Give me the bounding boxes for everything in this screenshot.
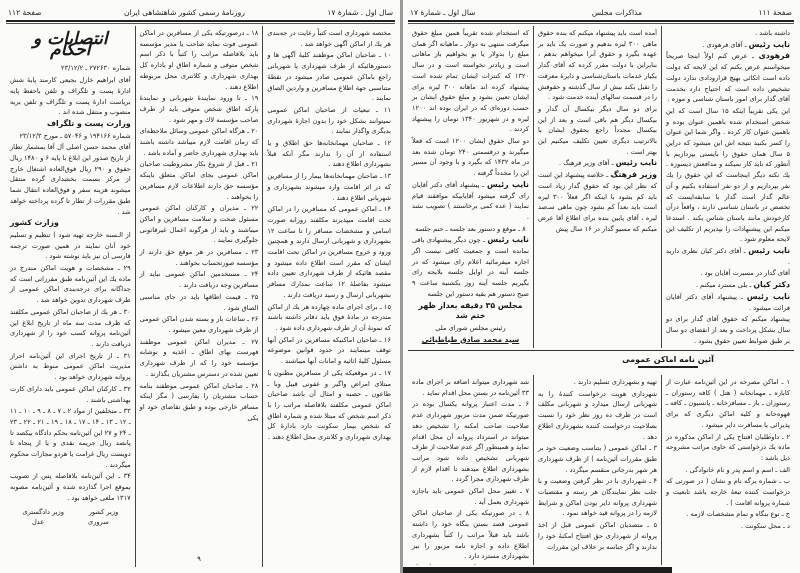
left-issue-label: سال اول . شمارهٔ ۱۷: [327, 7, 393, 17]
decree-number: شماره ۲۷۲۶۳۰ ـ ۲۳/۱۲/۲: [61, 64, 131, 73]
article: شهرداری هویت درخواست کنندهٔ را به شهربانی ارسال میدارد و شهربانی مکلف است در ظرف ده روز نظر خود را نسبت بصلاحیت درخواست کننده بشهرداری اطلاع دهد .: [538, 389, 657, 441]
paragraph: ۳۱ ـ از تاریخ اجرای این آئین‌نامه احراز مدیریت اماکن عمومی منوط به داشتن پروانه شهرداری خواهد بود .: [10, 351, 131, 382]
article-item: ب ـ شماره برگه نام و نشان ( در صورتی که درخواست کننده تبعهٔ خارجه باشد تابعیت و شماره پروانه اقامت ) .: [666, 477, 790, 507]
signature-title: رئیس مجلس شورای ملی: [435, 323, 506, 332]
scan-shadow-bar: [402, 567, 672, 573]
paragraph: ۲۸ ـ صاحبان اماکن عمومی موظفند بنامه حساب مشتریان را بفارسی ( مگر اینکه مسافر خارجی بوده و طبق تقاضای خود او یکی: [139, 381, 259, 422]
decree-number: شماره ۱۹۴۱۶۶ و ۵۷۰۴۶ ـ مورخ ۲۳/۱۲/۳: [19, 131, 131, 140]
speaker-entry: [666, 292, 790, 313]
right-page: [402, 0, 800, 573]
speech-text: آقای گدار در مسبرت آقایان بود .: [700, 269, 790, 278]
signature-name: سروری: [88, 518, 109, 527]
speech-text: ـ چون دیگر پیشنهادی باقی نمانده است و جمعیت کافی نیست اگر اجازه میفرمائید اعلام رای میشود که در جلسه آینه در اوایل جلسه بلایحه رای بگیریم جلسه آینه روز یکشنبه ساعت ۹ صبح دستور هم بقیه دستور این جلسه: [412, 236, 529, 298]
signature-title: وزیر کشور: [88, 507, 119, 516]
speaker-name: نایب رئیس: [487, 235, 529, 245]
right-issue-label: سال اول ـ شمارهٔ ۱۷: [410, 7, 476, 17]
paragraph: ۲۱ ـ قبل از شروع بکار مشروطیت صاحبان اماکن عمومی بجای اماکن متعلق باینکه مؤسسه حق دارند اطلاعات لازم مسافرین را بخواهند .: [139, 160, 259, 201]
paragraph: ۱۹ ـ تا ورود نمایندهٔ شهربانی و نمایندهٔ پارکه اطاق شخص متوفی باید از طرف صاحب مؤسسه لاك و مهر شود .: [139, 94, 259, 124]
paragraph: ۱۱ ـ تبعیات از صاحبان اماکن عمومی نمیتوانند بشکل خود را بدون اجازهٔ شهرداری بدیگری واگذار نمایند .: [267, 105, 391, 136]
debate-columns: [408, 26, 794, 348]
regulation-col-right: [662, 375, 794, 565]
section-title: انتصابات و احکام: [33, 29, 108, 60]
article: ۴ ـ شهرداری با در نظر گرفتن وضعیت و با جلب نظر نمایندگان هر رسته و مقتضیات شهرداری پروانه دایر بودن اماکن و شرایط لازمه را در پروانه قید خواهد نمود .: [538, 477, 657, 518]
adjournment-note: مجلس ۳۵ دقیقه بعداز ظهر ختم شد: [418, 300, 523, 321]
speech-text: ـ خلاصه پیشنهاد این است که نظر این بود که حقوق گدار زیاد است باید کم بشود با اینکه اگر فعلاً ۳۰۰ لیره است باید بعداً کم بشود چون ماهی سـ‌صد لیره ، آقای پایین بنده برای اطلاع آقا عرض میکنم که مسیو گدار در ۱۶ سال پیش: [538, 171, 657, 233]
regulation-header: [542, 352, 794, 372]
paragraph: آقای ابراهیم خازل بجیعی کارمند پایهٔ شش ادارهٔ پست و تلگراف و تلفن باحفظ پایه بریاست ادارهٔ پست و تلگراف و تلفن بریه منصوب و منتقل شده اند .: [10, 76, 131, 117]
speech-text: ـ آقای دکتر کیان نظری دارید .: [666, 247, 790, 266]
paragraph: داشته باشد .: [755, 29, 790, 37]
agenda-heading: ۸ ـ موقع و دستور بعد جلسه ـ ختم جلسه: [415, 224, 526, 233]
paragraph: ۱۲ ـ صاحبان مهمانخانه‌ها حق اطلاق و یا استفاده از آن را ندارند مگر آنکه قبلاً بشهرداری اطلاع دهند .: [267, 139, 391, 169]
speaker-name: [749, 347, 790, 348]
speech-text: این یکی تقریباً اینکه ۱۵ سال است که این شخص استخدام شده باهمین عنوان بوده و باهمین عنوان کار کرده . واگر شما این عنوان را کسر بکنید نتیجه اش این میشود که دراین ۵ سال همان حقوق را بایستی بپردازیم با آنطور که باید کار نمیکند و مدافعش دیسوزه . یك نکته دیگر اینجاست که این حقوق را یك نفر بپردازیم و از دو نفر استفاده بکنیم و آن عالم گدار است گدار با سابقه‌ایست که تخصص در باستان شناسی دارند ، واقعاً درآن کارخودش مانند باستان شناس بکند . استدعا میکنم این پیشنهادات را بپذیریم از تکلیف این لایحه معلوم شود .: [666, 106, 790, 244]
article: شد شهرداری میتواند اضافه بر اجرای ماده ۳۳ آئین‌نامه در بستن محل اقدام نماید .: [412, 378, 529, 397]
signature-title: وزیر دادگستری: [22, 507, 64, 516]
speaker-entry: [412, 180, 529, 223]
paragraph: ۲۷ ـ مدیران اماکن عمومی موظفند فهرست بهای اطاق ـ اغذیه و نوشابه مؤسسه خود را که از طرف شهرداری تعیین شده در دسترس مشتریان بگذارند .: [139, 337, 259, 378]
article: تهیه و بشهرداری تسلیم دارند .: [573, 378, 657, 386]
regulation-col-middle: [534, 375, 662, 565]
speaker-name: دکتر کیان: [753, 280, 790, 290]
paragraph: ۳۰ ـ هر یك از صاحبان اماکن عمومی مکلفند که ظرف مدت سه ماه از تاریخ ابلاغ این آئین‌نامه پروانه کسب خود را از شهرداری دریافت دارند .: [10, 307, 131, 348]
right-publication-title: مذاکرات مجلس: [591, 7, 643, 17]
speech-text: ـ آقای وزیر فرهنگ .: [558, 159, 614, 168]
article: [412, 563, 529, 565]
paragraph: ۳۴ ـ این آئین‌نامه بلافاصله پس از تصویب بموقع اجرا گذارده شده و آئین‌نامه مصوبه ۱۳۱۷ ملغی خواهد بود .: [10, 472, 131, 502]
regulation-col-left: [408, 375, 534, 565]
article: ۳ ـ اماکن عمومی ( بتناسب وضعیت خود بر طبق مقررات آئین‌نامه ) از طرف شهرداری هر شهر بدرجاتی منقسم میگردد .: [538, 444, 657, 474]
paragraph: که استخدام شده تقریباً همین مبلغ حقوق میگرفت منتهی به دولار ـ ماهیانه اگر همان مبلغ را بدولار یا بو بخواهیم باز ماهانی است و زیادتر نخواسته است و در سال ۱۳۲۰ که کنترات ایشان تمام شده است پیشنهاد کرده اند ماهانه ۳۰۰ لیره برای ایشان تعیین بشود و مبلغ حقوق ایشان بر حسب دوره‌ای که در ایران بوده اند ۱۲۰۰ لیره و در شهریور ۱۳۴۰ تومان را پیشنهاد کردند .: [412, 29, 529, 134]
paragraph: ۱۵ ـ برای اجرای ماده چهارده هر یك از اماکن مندرجه در مادهٔ فوق باید دفاتر داشته باشند که نمونهٔ آن از طرف شهرداری داده شود .: [267, 302, 391, 332]
page-folio: ۹: [197, 555, 201, 564]
article: ۲ ـ داوطلبان افتتاح یکی از اماکن مذکوره در ماده یك درخواستی که حاوی مراتب مشروحه ذیل باشد :: [666, 432, 790, 462]
article: ۶ ـ مدت اعتبار پروانه یکسال بوده در صورتیکه ضمن مدت مزبور شهرداری عدم صلاحیت صاحب امکنه را تشخیص دهد میتواند در استرداد پروانه آن محل اقدام نماید و همینطور اگر عدم صلاحیت از طرف شهربانی تشخیص داده شود مراتب بشهرداری اطلاع میدهند تا اقدام لازم از طرف شهرداری مجرا گردد .: [412, 400, 529, 484]
speaker-name: وزیر فرهنگ: [610, 170, 657, 180]
speaker-name: نایب رئیس: [746, 291, 790, 301]
debate-col-left: [408, 26, 534, 348]
speech-text: ـ پیشنهاد آقای دکتر آقایان رای گرفته میشود آقایانیکه موافقند قیام نمایند ( عده کمی برخاستند ) تصویب نشد .: [412, 180, 529, 221]
speaker-entry: [666, 51, 790, 105]
article: ۷ ـ تغییر محل اماکن عمومی باید باجازه شهرداری بعمل آید .: [412, 487, 529, 506]
left-col-left: [6, 26, 136, 567]
paragraph: ۱۴ ـ اماکن عمومی که مسافرین را در اماکن تحت اقامت میپذیرند مکلفند روزانه صورت اسامی و مشخصات مسافر را تا ساعت ۱۲ بشهرداری و شهربانی ارسال دارند و همچنین ورود و خروج مسافرین در اماکن تحت اقامت ایشان که مقرر است اطلاع داده میشود و مقصد هائیکه از طرف شهرداری تعیین داده میشود بفاصلهٔ ۱۲ ساعت بمدارك مسافر بشهربانی ارسال و رسید دریافت دارند .: [267, 205, 392, 299]
left-running-head: [8, 5, 393, 19]
speaker-entry: [538, 170, 657, 234]
paragraph: ۳۳ ـ متخلفین از مواد ۲ ـ ۷ ـ ۸ ـ ۹ ـ ۱۰ ـ ۱۱ ـ ۱۲ ـ ۱۳ ـ ۱۴ ـ ۱۷ ـ ۱۸ ـ ۱۹ ـ ۲۱ ـ ۲۲ ـ ۲۳ ـ ۲۴ و ۲۷ این آئین‌نامه بحکم دادگاه بیکصد تا پانصد ریال جریمه نقدی و یا از پنجاه تا دویست ریال غرامت یا هردو مجازات محکوم میگردند .: [10, 407, 131, 469]
paragraph: ۱۶ ـ صاحبان اماکنیکه مسافرین در اماکن آنها توقف مینمایند در حدود قوانین موضوعه مسئول کلیهٔ اثاثیه و امانات آنها میباشند .: [267, 335, 391, 366]
speaker-name: فرهودی: [758, 51, 790, 61]
ministry-heading: وزارت پست و تلگراف: [47, 118, 131, 128]
paragraph: ۱۳ ـ صاحبان مهمانخانه‌ها بیمار را از مسافرین که در اثر اقامت وارد میشوند بشهرداری و شهربانی اطلاع دهند .: [267, 172, 391, 202]
paragraph: ۱۸ ـ درصورتیکه یکی از مسافرین در اماکن عمومی فوت نماید صاحب یا مدیر مؤسسه باید بلافاصله مراتب را کتباً با ذکر اسم شخص متوفی و شماره اطاق او باداره کل بهداری شهرداری و کلانتری محل مربوطه اطلاع دهند .: [139, 29, 259, 91]
section-divider: [408, 350, 794, 351]
header-rule-thin: [408, 23, 794, 24]
left-page-number: صفحهٔ ۱۱۲: [8, 7, 42, 17]
paragraph: ۳۲ ـ کارکنان اماکن عمومی باید دارای کارت بهداشتی باشند .: [10, 384, 131, 404]
speaker-entry: [412, 235, 529, 299]
ministry-heading: وزارت کشور: [10, 218, 59, 228]
speech-text: ـ آقای فرهودی .: [702, 40, 747, 49]
speaker-name: نایب رئیس: [615, 158, 657, 168]
speaker-entry: [666, 268, 790, 279]
signature-name: سید محمد صادق طباطبائی: [421, 334, 520, 344]
paragraph: از الـسنه خارجه تهیه شود ) تنظیم و تسلیم خود آنان نمایند در همین صورت ترجمه فارسی آن نیز باید نوشته شود .: [10, 230, 131, 261]
paragraph: دو سال حقوق ایشان ۱۲۰۰ است که فعلاً میگیرند و درقسمتی ۲۴۰ تومان شده بعد در ماه ۱۴۳۲ که بگیرد و با وجود آن مسیر این را مجدداً گرفته .: [412, 137, 529, 178]
article-item: ج ـ نوع بنگاه و تمام مشخصات لازمه .: [686, 510, 790, 519]
paragraph: ۲۰ ـ هرگاه اماکن عمومی وسائل ملاحظه‌ای که زمان اقامت لازم میباشد داشته باشند باید بهداری شهرداری حاضر و آماده باشد .: [139, 127, 259, 157]
signature-name: عدل: [31, 518, 45, 527]
speaker-entry: [666, 347, 790, 348]
signature-block: [10, 507, 131, 518]
paragraph: مختصه شهرداری است کتباً رعایت در جه‌بندی هر یك از اماکن آگهی خواهد شد .: [267, 29, 391, 48]
paragraph: ۲۹ ـ مشخصات و هویت اماکن مندرج در ماده یك این آئین‌نامه طبق مقرراتی است که جداگانه برای درجه‌بندی اماکن عمومی از طرف شهرداری تدوین خواهد شد .: [10, 264, 131, 305]
speaker-entry: [666, 280, 790, 291]
article: ۱ ـ اماکن مصرحه در این آئین‌نامه عبارت از کاباره ـ مهمانخانه ( هتل ) کافه رستوران ـ رستوران ـ بار ـ مسافرخانه ـ پانسیون ـ کافه ـ قهوه‌خانه و کلیه اماکن دیگری که برای پذیرائی یا مسافرت دایر میشود .: [666, 378, 790, 429]
article-item: الف ـ اسم و اسم پدر و نام خانوادگی .: [685, 465, 790, 474]
header-rule: [408, 20, 794, 22]
speech-text: پیشنهاد میکنم که حقوق آقای گدار برای دو سال بشکل پرداخت و بعد از انقضای دو سال بر طبق ضوابط تعیین حقوق بشود .: [666, 315, 790, 345]
regulation-title: آئین نامه اماکن عمومی: [622, 355, 714, 364]
paragraph: آقای محمد حسن اصلی آل آقا بمشمار تطار از تاریخ صدور این ابلاغ با پایه ۶ و ۱۴۸۰ ریال حقوق و ۲۹۰ ریال فوق‌العاده اشتغال خارج از مرکز بسمت بخشداری گرده منتقل میشوند هزینه سفر و فوق‌العاده انتقال شما طبق مقررات از تطار تا گرده پرداخته خواهد شد .: [10, 143, 131, 216]
paragraph: ۱۷ ـ در موقعیکه یکی از مسافرین مظنون یا مبتلای امراض واگیر و عفونی قبیل وبا ـ طاعون ـ حصبه و امثال آن باشد صاحبان اماکن عمومی مکلفند بلافاصله مراتب را با ذکر اسم شخص که مبتلا شده و شماره اطاق که شخص بیمار سکونت دارد بادارهٔ کل بهداری شهرداری و کلانتری محل اطلاع دهند .: [267, 368, 391, 442]
paragraph: آمده است باید پیشنهاد میکنم که بنده حقوق ماهی ۳۰۰ لیره بدهیم و صورت یک باید بر عهده بگیرد و حقوق آنرا میخواهم بدهم ، بنابراین با دولت مقرر کرده که آقای گدار یکیار خدمات باستان‌شناسی و دایرهٔ معرفت را تقبل بکند بیش از سال گذشته و حقوقش را در قسمت سالهای آینده خدمت شود .: [538, 29, 657, 102]
speaker-entry: [666, 106, 790, 245]
article-item: د ـ محل سکونت .: [740, 522, 790, 531]
debate-col-middle: [534, 26, 662, 348]
speaker-entry: [538, 158, 657, 169]
signature-names: [10, 517, 131, 528]
paragraph: ۱۰ ـ صاحبان اماکن موظفند کلیهٔ آگهی ها و دستورهائیکه از طرف شهرداری یا شهربانی راجع باماکن عمومی صادر میشود در نقطهٔ متناسبی جهة اطلاع مسافرین و واردین الصاق نمایند .: [267, 51, 391, 103]
article: ۸ ـ در صورتیکه یکی از صاحبان اماکن عمومی قصد بستن بنگاه خود را داشته باشد باید قبلاً مراتب را کتباً بشهرداری اطلاع داده و اجازه نامه مزبور را نیز بشهرداری مسترد دارد .: [412, 509, 529, 561]
speech-text: ـ عرض کنم اولاً اینجا صریحاً میخواستم عرض بکنم که این لایحه که دولت داده است اتکائی بهیچ قرارودادی ندارد دولت تشخیص داده است که احتیاج دارد بخدمت آقای گدار برای امور باستان شناسی و موزه .: [666, 52, 790, 104]
speaker-name: نایب رئیس: [748, 39, 790, 49]
speaker-name: نایب رئیس: [486, 179, 529, 189]
left-publication-title: روزنامهٔ رسمی کشور شاهنشاهی ایران: [123, 7, 245, 17]
regulation-columns: [408, 375, 794, 565]
speaker-entry: [666, 40, 790, 51]
left-col-middle: [136, 26, 264, 567]
paragraph: ۲۵ ـ قیمت اطاقها باید در جای مناسبی الصاق شود .: [139, 292, 259, 312]
speaker-entry: [666, 246, 790, 267]
header-rule-thin: [6, 23, 395, 24]
right-page-number: صفحهٔ ۱۱۱: [758, 7, 792, 17]
article: ۵ ـ متصدیان اماکن عمومی قبل از اخذ پروانه از شهرداری حق افتتاح امکنهٔ خود را ندارند و اگر جناسه بر خلاف این مقررات: [538, 521, 657, 551]
page-gutter: [400, 0, 403, 573]
speech-text: ـ پیشنهاد آقای دکتر آقایان قرائت میشود .: [666, 292, 790, 312]
debate-col-right: [662, 26, 794, 348]
header-rule: [6, 20, 395, 22]
left-col-right: [263, 26, 395, 567]
speaker-name: نایب رئیس: [748, 246, 790, 256]
right-running-head: [410, 5, 792, 19]
speaker-entry: [666, 314, 790, 346]
speech-text: ـ بلی مسترد میکنم .: [695, 281, 752, 290]
paragraph: برای دو سال دیگر بیکسال آن گدار و بیکسال دیگر هم باقی است و بعد از این بیکسال مجدداً راجع بحقوق ایشان با بالاترتیب دیگری تعیین تکلیف میکنیم این بهتر است .: [538, 104, 657, 156]
paragraph: ۲۳ ـ مسافرین در هر موقع حق دارند از مؤسسه صورتحساب بخواهند .: [139, 248, 259, 267]
title-underline: [638, 366, 698, 368]
left-columns: [6, 26, 395, 567]
paragraph: ۲۴ ـ مستخدمین اماکن عمومی نباید از مسافرین وجه دریافت دارند .: [139, 270, 259, 290]
paragraph: ۲۶ ـ ساعات باز و بسته شدن اماکن عمومی از طرف شهرداری معین میشود .: [139, 315, 259, 334]
paragraph: ۲۲ ـ مدیران و کارکنان اماکن عمومی مسئول صحت و سلامت مسافرین و اماکن میباشند و باید از هرگونه اعمال غیرقانونی جلوگیری نمایند .: [139, 204, 259, 245]
